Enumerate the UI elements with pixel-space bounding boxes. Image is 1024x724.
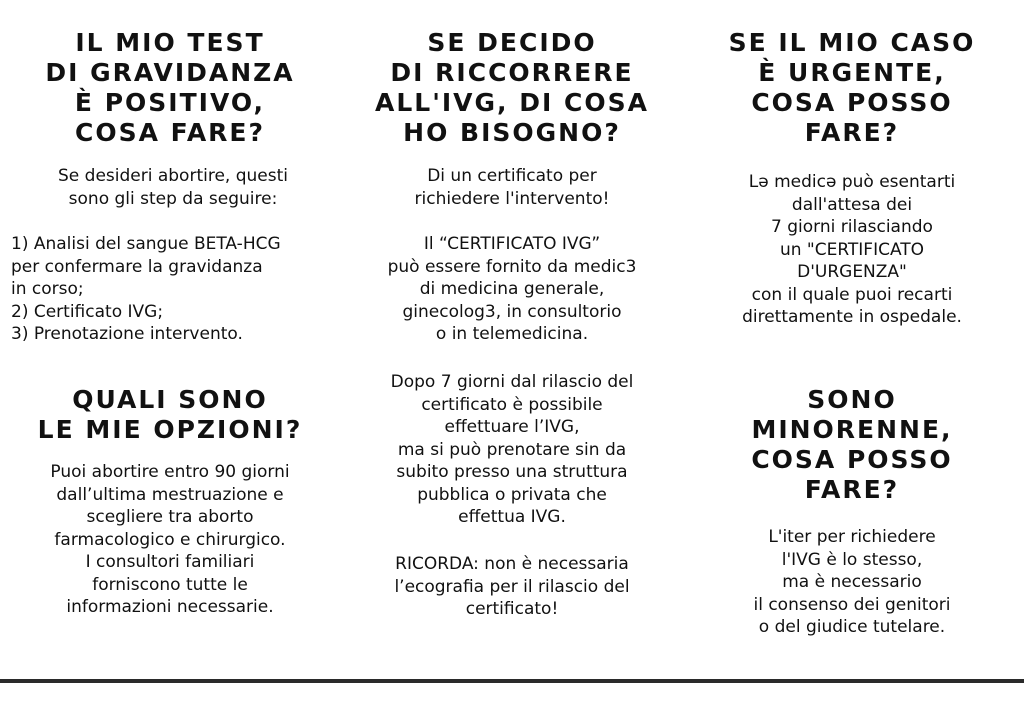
section-urgent-case	[692, 28, 1012, 148]
section-test-positive	[10, 28, 330, 148]
reminder-text: RICORDA: non è necessaria l’ecografia per il rilascio del certificato!	[394, 554, 630, 619]
steps-list-text: 1) Analisi del sangue BETA-HCG per confermare la gravidanza in corso; 2) Certificato IVG; 3) Prenotazione intervento.	[11, 234, 281, 344]
section-ivg-needs	[352, 28, 672, 148]
heading-minor: SONO MINORENNE, COSA POSSO FARE?	[751, 385, 953, 504]
intro-steps-text: Se desideri abortire, questi sono gli step da seguire:	[58, 166, 288, 209]
minor-text: L'iter per richiedere l'IVG è lo stesso, ma è necessario il consenso dei genitori o del giudice tutelare.	[753, 527, 951, 637]
waiting-period-text: Dopo 7 giorni dal rilascio del certificato è possibile effettuare l’IVG, ma si può prenotare sin da subito presso una struttura pubblica o privata che effettua IVG.	[390, 372, 634, 527]
heading-ivg-needs: SE DECIDO DI RICCORRERE ALL'IVG, DI COSA HO BISOGNO?	[375, 28, 649, 147]
section-minor	[692, 385, 1012, 505]
certificate-provider-text: Il “CERTIFICATO IVG” può essere fornito da medic3 di medicina generale, ginecolog3, in consultorio o in telemedicina.	[387, 234, 637, 344]
certificate-intro-text: Di un certificato per richiedere l'intervento!	[414, 166, 610, 209]
heading-urgent-case: SE IL MIO CASO È URGENTE, COSA POSSO FARE?	[728, 28, 976, 147]
section-options	[10, 385, 330, 445]
heading-test-positive: IL MIO TEST DI GRAVIDANZA È POSITIVO, COSA FARE?	[45, 28, 295, 147]
heading-options: QUALI SONO LE MIE OPZIONI?	[37, 385, 303, 444]
options-text: Puoi abortire entro 90 giorni dall’ultima mestruazione e scegliere tra aborto farmacologico e chirurgico. I consultori familiari forniscono tutte le informazioni necessarie.	[50, 462, 290, 617]
bottom-divider	[0, 679, 1024, 683]
urgent-case-text: Lə medicə può esentarti dall'attesa dei 7 giorni rilasciando un "CERTIFICATO D'URGENZA" con il quale puoi recarti direttamente in ospedale.	[742, 172, 962, 327]
